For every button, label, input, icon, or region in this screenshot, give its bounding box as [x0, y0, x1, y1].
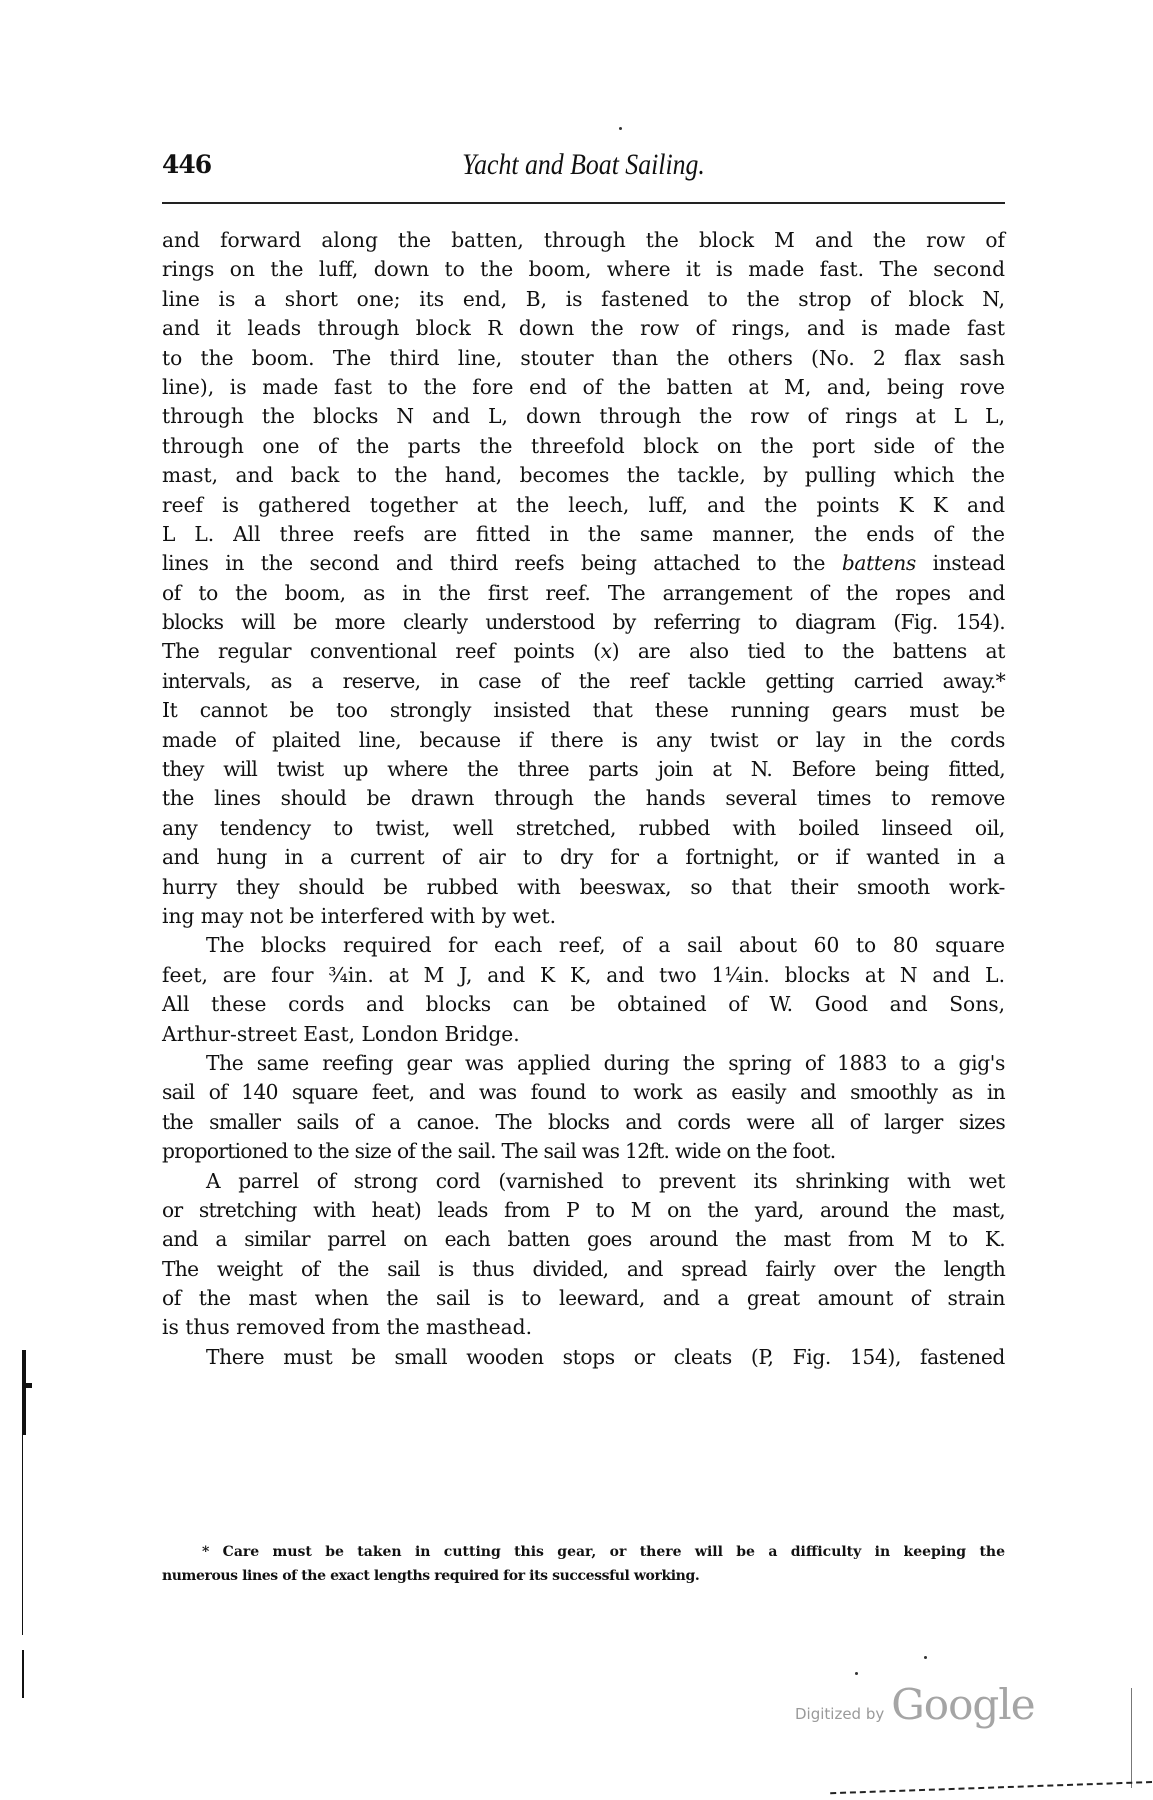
body-text — [162, 226, 1005, 1372]
scan-speck — [855, 1672, 858, 1675]
text-line: The blocks required for each reef, of a sail about 60 to 80 square — [206, 933, 1005, 958]
scan-edge-mark — [22, 1383, 32, 1388]
scan-edge-line — [22, 1435, 23, 1635]
text-line: of to the boom, as in the first reef. The arrangement of the ropes and — [162, 580, 1005, 605]
text-line: made of plaited line, because if there is any twist or lay in the cords — [162, 727, 1005, 752]
text-line: any tendency to twist, well stretched, rubbed with boiled linseed oil, — [162, 815, 1005, 840]
text-line: lines in the second and third reefs being attached to the battens instead — [162, 551, 1005, 576]
scan-edge-line — [830, 1781, 1152, 1794]
text-line: mast, and back to the hand, becomes the tackle, by pulling which the — [162, 463, 1005, 488]
scan-speck — [924, 1656, 927, 1659]
text-line: All these cords and blocks can be obtained of W. Good and Sons, — [162, 992, 1005, 1017]
text-line: The same reefing gear was applied during the spring of 1883 to a gig's — [206, 1050, 1005, 1075]
text-line: It cannot be too strongly insisted that these running gears must be — [162, 698, 1005, 723]
text-line: rings on the luff, down to the boom, where it is made fast. The second — [162, 257, 1005, 282]
text-line: or stretching with heat) leads from P to M on the yard, around the mast, — [162, 1197, 1005, 1222]
text-line: the smaller sails of a canoe. The blocks and cords were all of larger sizes — [162, 1109, 1005, 1134]
text-line: and forward along the batten, through the block M and the row of — [162, 228, 1005, 252]
scan-edge-line — [22, 1650, 24, 1698]
footnote-line: numerous lines of the exact lengths required for its successful working. — [162, 1568, 700, 1584]
scan-edge-line — [1131, 1688, 1132, 1788]
header-rule — [162, 202, 1005, 204]
text-line: they will twist up where the three parts join at N. Before being fitted, — [162, 757, 1005, 782]
text-line: through the blocks N and L, down through the row of rings at L L, — [162, 404, 1005, 429]
emphasis-x: x — [600, 639, 612, 664]
text-line: line is a short one; its end, B, is fastened to the strop of block N, — [162, 286, 1005, 311]
text-line: and a similar parrel on each batten goes around the mast from M to K. — [162, 1227, 1005, 1252]
text-line: and it leads through block R down the row of rings, and is made fast — [162, 316, 1005, 341]
text-line: L L. All three reefs are fitted in the same manner, the ends of the — [162, 521, 1005, 546]
text-line: sail of 140 square feet, and was found to work as easily and smoothly as in — [162, 1080, 1005, 1105]
text-line: feet, are four ¾in. at M J, and K K, and two 1¼in. blocks at N and L. — [162, 962, 1005, 987]
text-line: hurry they should be rubbed with beeswax, so that their smooth work- — [162, 874, 1005, 899]
text-line: through one of the parts the threefold block on the port side of the — [162, 433, 1005, 458]
text-line: to the boom. The third line, stouter than the others (No. 2 flax sash — [162, 345, 1005, 370]
text-line: blocks will be more clearly understood by referring to diagram (Fig. 154). — [162, 610, 1005, 635]
text-line: A parrel of strong cord (varnished to prevent its shrinking with wet — [206, 1168, 1005, 1193]
text-line: proportioned to the size of the sail. The sail was 12ft. wide on the foot. — [162, 1139, 836, 1164]
text-line: the lines should be drawn through the hands several times to remove — [162, 786, 1005, 811]
text-line: reef is gathered together at the leech, luff, and the points K K and — [162, 492, 1005, 517]
text-line: ing may not be interfered with by wet. — [162, 903, 557, 928]
text-line: is thus removed from the masthead. — [162, 1315, 532, 1340]
watermark-prefix: Digitized by — [795, 1705, 885, 1723]
text-line: Arthur-street East, London Bridge. — [162, 1021, 520, 1046]
text-line: The regular conventional reef points (x) are also tied to the battens at — [162, 639, 1005, 664]
running-title: Yacht and Boat Sailing. — [462, 148, 705, 181]
footnote — [162, 1540, 1005, 1588]
footnote-line: * Care must be taken in cutting this gear, or there will be a difficulty in keeping the — [202, 1544, 1005, 1560]
scan-speck — [619, 127, 622, 130]
page-number: 446 — [162, 150, 212, 179]
digitized-by-google-watermark — [795, 1680, 1035, 1729]
scan-edge-mark — [22, 1350, 26, 1435]
text-line: line), is made fast to the fore end of the batten at M, and, being rove — [162, 374, 1005, 399]
text-line: The weight of the sail is thus divided, and spread fairly over the length — [162, 1256, 1005, 1281]
text-line: There must be small wooden stops or cleats (P, Fig. 154), fastened — [206, 1344, 1005, 1369]
text-line: of the mast when the sail is to leeward, and a great amount of strain — [162, 1286, 1005, 1311]
text-line: intervals, as a reserve, in case of the reef tackle getting carried away.* — [162, 668, 1005, 693]
running-head — [162, 150, 1005, 190]
emphasis-battens: battens — [841, 551, 916, 576]
text-line: and hung in a current of air to dry for a fortnight, or if wanted in a — [162, 845, 1005, 870]
google-logo: Google — [891, 1680, 1035, 1729]
